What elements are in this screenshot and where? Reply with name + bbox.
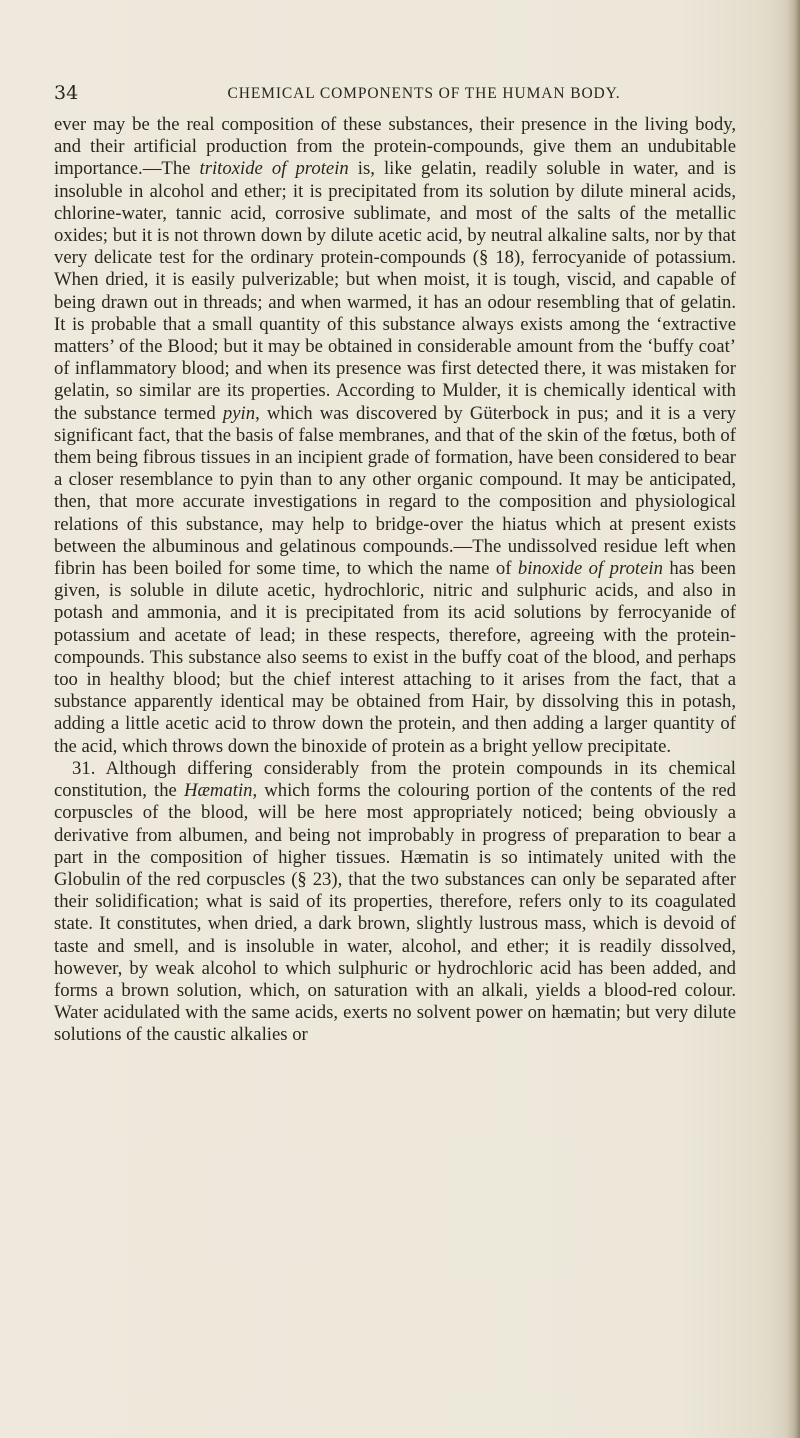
page-header — [54, 80, 734, 106]
text-segment: has been given, is soluble in dilute acetic, hydrochloric, nitric and sulphuric acids, and also in potash and ammonia, and it is precipitated from its acid solutions by ferrocyanide of potassium and acetate of lead; in these respects, therefore, agreeing with the protein-compounds. This substance also seems to exist in the buffy coat of the blood, and perhaps too in healthy blood; but the chief interest attaching to it arises from the fact, that a substance apparently identical may be obtained from Hair, by dissolving this in potash, adding a little acetic acid to throw down the protein, and then adding a larger quantity of the acid, which throws down the binoxide of protein as a bright yellow precipitate. — [54, 558, 737, 757]
italic-term: pyin — [222, 402, 256, 424]
text-segment: 31. Although differing considerably from the protein compounds in its chemical constitution, the — [54, 757, 736, 802]
page-edge — [786, 0, 800, 1438]
text-segment: , which was discovered by Güterbock in pus; and it is a very significant fact, that the basis of false membranes, and that of the skin of the fœtus, both of them being fibrous tissues in an incipient grade of formation, have been considered to bear a closer resemblance to pyin than to any other organic compound. It may be anticipated, then, that more accurate investigations in regard to the composition and physiological relations of this substance, may help to bridge-over the hiatus which at present exists between the albuminous and gelatinous compounds.—The undissolved residue left when fibrin has been boiled for some time, to which the name of — [54, 402, 736, 580]
paragraph-31 — [54, 758, 736, 1047]
italic-term: tritoxide of protein — [199, 158, 349, 180]
italic-term: binoxide of protein — [517, 558, 663, 580]
paragraph-continuation — [54, 114, 736, 758]
italic-term: Hæmatin — [183, 780, 253, 802]
body-text — [54, 114, 736, 1047]
running-head: CHEMICAL COMPONENTS OF THE HUMAN BODY. — [227, 85, 621, 102]
text-segment: is, like gelatin, readily soluble in water, and is insoluble in alcohol and ether; it is precipitated from its solution by dilute mineral acids, chlorine-water, tannic acid, corrosive sublimate, and most of the salts of the metallic oxides; but it is not thrown down by dilute acetic acid, by neutral alkaline salts, nor by that very delicate test for the ordinary protein-compounds (§ 18), ferrocyanide of potassium. When dried, it is easily pulverizable; but when moist, it is tough, viscid, and capable of being drawn out in threads; and when warmed, it has an odour resembling that of gelatin. It is probable that a small quantity of this substance always exists among the ‘extractive matters’ of the Blood; but it may be obtained in considerable amount from the ‘buffy coat’ of inflammatory blood; and when its presence was first detected there, it was mistaken for gelatin, so similar are its properties. According to Mulder, it is chemically identical with the substance termed — [54, 158, 737, 424]
text-segment: ever may be the real composition of these substances, their presence in the living body, and their artificial production from the protein-compounds, give them an undubitable importance.—The — [54, 114, 736, 180]
page-number: 34 — [54, 82, 79, 104]
text-segment: , which forms the colouring portion of the contents of the red corpuscles of the blood, will be here most appropriately noticed; being obviously a derivative from albumen, and being not improbably in progress of preparation to bear a part in the composition of higher tissues. Hæmatin is so intimately united with the Globulin of the red corpuscles (§ 23), that the two substances can only be separated after their solidification; what is said of its properties, therefore, refers only to its coagulated state. It constitutes, when dried, a dark brown, slightly lustrous mass, which is devoid of taste and smell, and is insoluble in water, alcohol, and ether; it is readily dissolved, however, by weak alcohol to which sulphuric or hydrochloric acid has been added, and forms a brown solution, which, on saturation with an alkali, yields a blood-red colour. Water acidulated with the same acids, exerts no solvent power on hæmatin; but very dilute solutions of the caustic alkalies or — [54, 780, 736, 1046]
